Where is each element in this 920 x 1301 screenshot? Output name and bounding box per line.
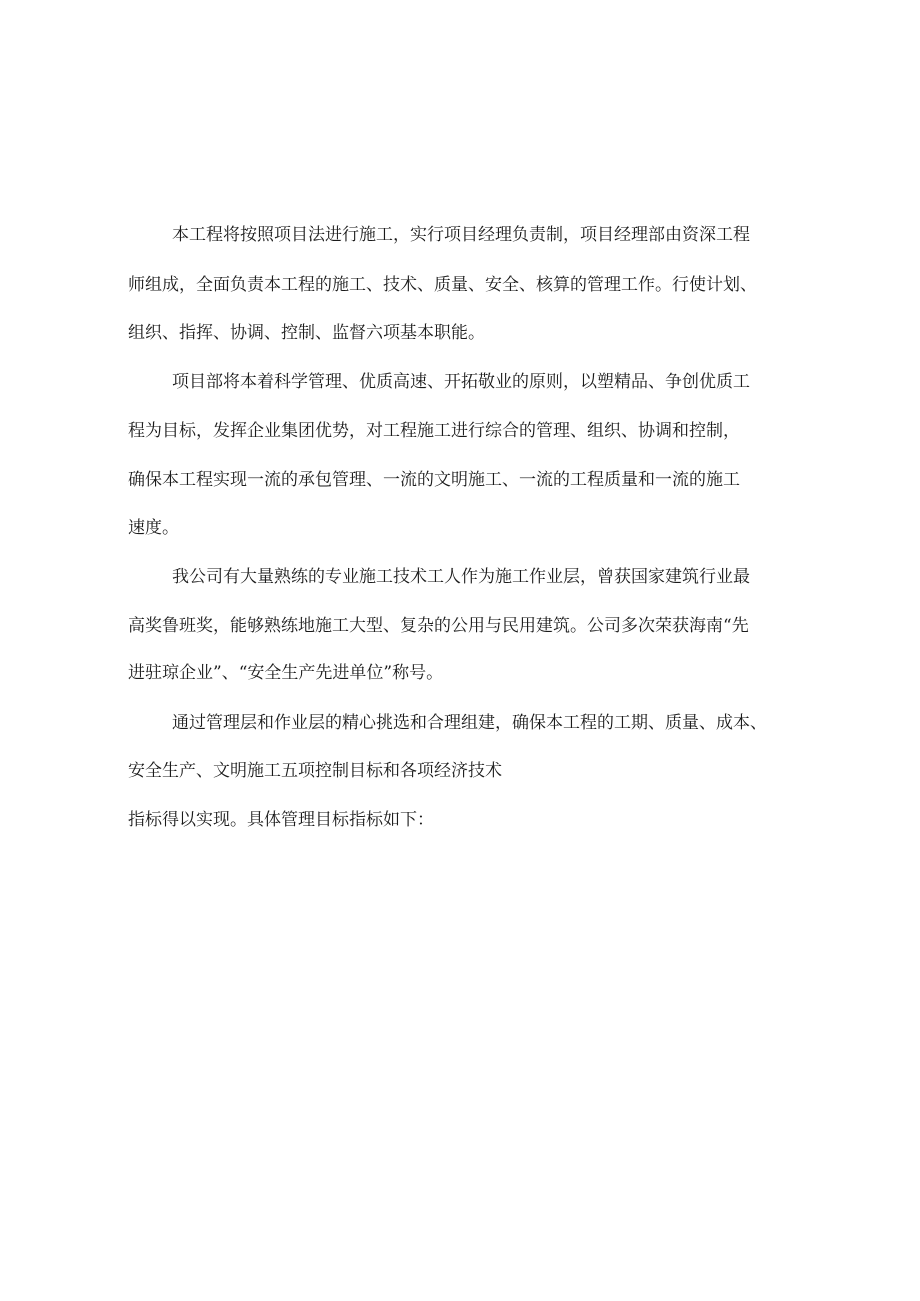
text-line: 通过管理层和作业层的精心挑选和合理组建，确保本工程的工期、质量、成本、 — [172, 713, 767, 733]
text-line: 高奖鲁班奖，能够熟练地施工大型、复杂的公用与民用建筑。公司多次荣获海南“先 — [128, 616, 749, 636]
text-line: 指标得以实现。具体管理目标指标如下： — [128, 810, 434, 830]
text-line: 本工程将按照项目法进行施工，实行项目经理负责制，项目经理部由资深工程 — [172, 225, 750, 245]
text-line: 安全生产、文明施工五项控制目标和各项经济技术 — [128, 761, 502, 781]
text-line: 进驻琼企业”、“安全生产先进单位”称号。 — [128, 663, 444, 683]
text-line: 程为目标，发挥企业集团优势，对工程施工进行综合的管理、组织、协调和控制， — [128, 421, 740, 441]
text-line: 组织、指挥、协调、控制、监督六项基本职能。 — [128, 323, 485, 343]
text-line: 我公司有大量熟练的专业施工技术工人作为施工作业层，曾获国家建筑行业最 — [172, 567, 750, 587]
text-line: 师组成，全面负责本工程的施工、技术、质量、安全、核算的管理工作。行使计划、 — [128, 275, 757, 295]
text-line: 确保本工程实现一流的承包管理、一流的文明施工、一流的工程质量和一流的施工 — [128, 470, 740, 490]
text-line: 项目部将本着科学管理、优质高速、开拓敬业的原则，以塑精品、争创优质工 — [172, 372, 750, 392]
text-line: 速度。 — [128, 518, 179, 538]
